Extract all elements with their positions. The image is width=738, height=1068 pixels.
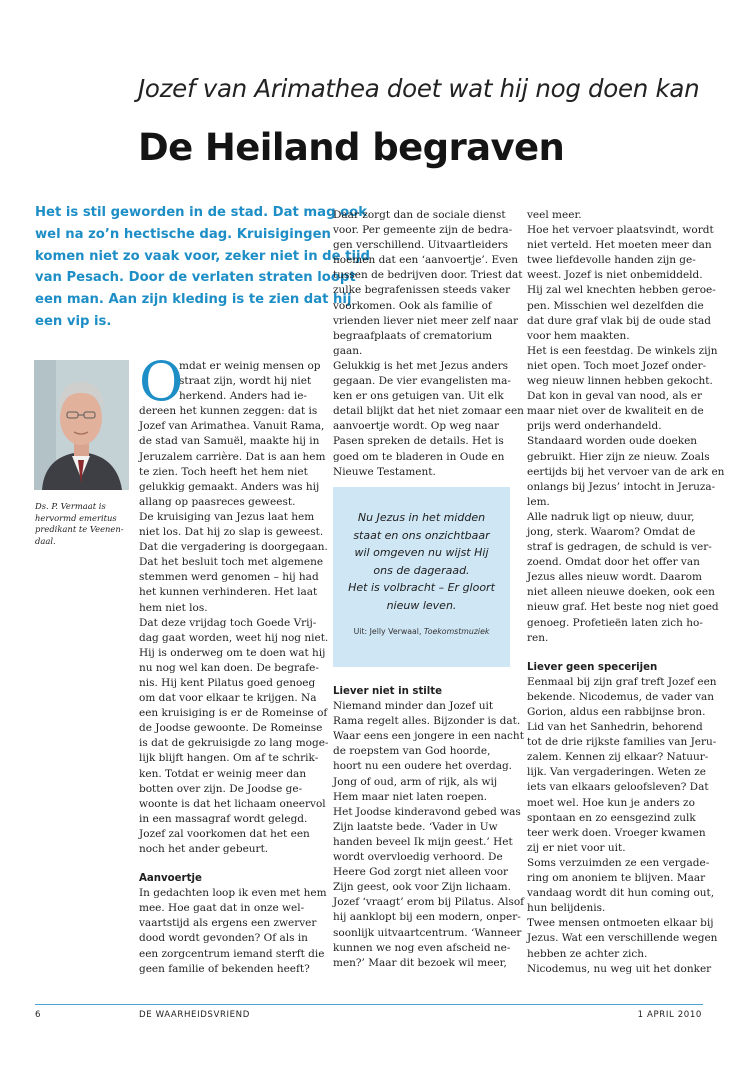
text-line: maar niet over de kwaliteit en de [527,405,704,418]
text-line: ken er ons getuigen van. Uit elk [333,390,504,403]
intro-line: een man. Aan zijn kleding is te zien dat hij [35,292,352,308]
pull-quote [333,487,510,667]
page-number: 6 [35,1010,42,1020]
text-line: In gedachten loop ik even met hem [139,887,327,900]
text-line: soonlijk uitvaartcentrum. ‘Wanneer [333,926,522,939]
text-line: niet verteld. Het moeten meer dan [527,239,712,252]
paragraph-gap [527,646,709,660]
text-line: goed om te bladeren in Oude en [333,450,505,463]
text-line: Jezus. Wat een verschillende wegen [527,932,718,945]
text-line: wordt overvloedig verhoord. De [333,851,503,864]
text-line: dat dure graf vlak bij de oude stad [527,314,711,327]
text-line: Hij zal wel knechten hebben geroe- [527,284,716,297]
article-kicker: Jozef van Arimathea doet wat hij nog doen kan [138,74,700,103]
text-line: Zijn laatste bede. ‘Vader in Uw [333,820,498,833]
caption-line: daal. [35,535,56,546]
intro-line: een vip is. [35,313,112,329]
paragraph-gap [139,857,319,871]
text-line: Jezus alles nieuw wordt. Daarom [527,571,702,584]
text-line: vrienden liever niet meer zelf naar [333,314,519,327]
section-heading: Liever niet in stilte [333,686,443,697]
text-line: dood wordt gevonden? Of als in [139,932,308,945]
text-line: zalem. Kennen zij elkaar? Natuur- [527,751,709,764]
text-line: weg nieuw linnen hebben gekocht. [527,375,713,388]
quote-source [333,627,510,636]
text-line: gen verschillend. Uitvaartleiders [333,239,509,252]
text-line: pen. Misschien wel dezelfden die [527,299,704,312]
section-heading: Aanvoertje [139,873,202,885]
column2-lines [333,208,524,480]
text-line: prijs werd onderhandeld. [527,420,662,433]
column1-lines [139,404,329,857]
text-line: vaartstijd als ergens een zwerver [139,917,317,930]
text-line: niet alleen nieuwe doeken, ook een [527,586,715,599]
text-line: Eenmaal bij zijn graf treft Jozef een [527,675,717,688]
text-line: Lid van het Sanhedrin, behorend [527,721,703,734]
column3-after-lines [527,675,718,977]
text-line: mee. Hoe gaat dat in onze wel- [139,902,305,915]
text-line: nieuw leven. [386,598,457,612]
drop-cap: O [139,350,184,413]
article-title: De Heiland begraven [138,126,565,169]
text-line: Dat deze vrijdag toch Goede Vrij- [139,616,317,629]
text-line: bekende. Nicodemus, de vader van [527,690,715,703]
body-column-3 [527,208,725,977]
text-line: voor. Per gemeente zijn de bedra- [333,224,513,237]
text-line: Soms verzuimden ze een vergade- [527,856,710,869]
text-line: Hij is onderweg om te doen wat hij [139,646,326,659]
intro-line: Het is stil geworden in de stad. Dat mag ook [35,205,367,220]
text-line: nu nog wel kan doen. De begrafe- [139,661,319,674]
text-line: gegaan. De vier evangelisten ma- [333,375,511,388]
text-line: ren. [527,631,549,644]
text-line: mdat er weinig mensen op [179,360,321,372]
text-line: Alle nadruk ligt op nieuw, duur, [527,510,695,523]
footer-rule [35,1004,703,1005]
text-line: Het is een feestdag. De winkels zijn [527,344,718,357]
text-line: aanvoertje wordt. Op weg naar [333,420,499,433]
text-line: nieuw graf. Het beste nog niet goed [527,601,719,614]
text-line: herkend. Anders had ie- [179,390,307,403]
text-line: Twee mensen ontmoeten elkaar bij [527,917,714,930]
text-line: Rama regelt alles. Bijzonder is dat. [333,715,521,728]
text-line: Zijn geest, ook voor Zijn lichaam. [333,881,511,894]
text-line: noch het ander gebeurt. [139,843,269,855]
text-line: genoeg. Profetieën laten zich ho- [527,616,703,629]
text-line: Pasen spreken de details. Het is [333,435,504,448]
text-line: Dat die vergadering is doorgegaan. [139,541,328,554]
text-line: moet wel. Hoe kun je anders zo [527,796,695,809]
text-line: dereen het kunnen zeggen: dat is [139,405,318,418]
quote-source-title: Toekomstmuziek [423,627,490,636]
text-line: De kruisiging van Jezus laat hem [139,510,315,523]
caption-line: hervormd emeritus [35,512,117,523]
text-line: Jeruzalem carrière. Dat is aan hem [139,450,326,463]
text-line: ken. Totdat er weinig meer dan [139,767,307,780]
text-line: straf is gedragen, de schuld is ver- [527,541,712,554]
intro-line: van Pesach. Door de verlaten straten loopt [35,270,356,286]
column1-after-lines [139,886,327,977]
body-column-2-lower [333,684,525,971]
text-line: Hoe het vervoer plaatsvindt, wordt [527,224,714,237]
text-line: de roepstem van God hoorde, [333,745,491,758]
text-line: niet los. Dat hij zo slap is geweest. [139,526,324,539]
text-line: Jozef ‘vraagt’ erom bij Pilatus. Alsof [333,896,525,909]
text-line: Jozef zal voorkomen dat het een [139,827,310,840]
text-line: handen beveel Ik mijn geest.’ Het [333,835,513,848]
text-line: Hem maar niet laten roepen. [333,790,488,803]
column3-lines [527,208,725,646]
author-photo [34,360,129,490]
caption-line: predikant te Veenen- [35,524,124,535]
text-line: Het is volbracht – Er gloort [348,581,495,595]
text-line: zij er niet voor uit. [527,841,626,854]
text-line: straat zijn, wordt hij niet [179,375,312,388]
text-line: men?’ Maar dit bezoek wil meer, [333,956,507,969]
text-line: staat en ons onzichtbaar [353,528,490,542]
text-line: lijk. Van vergaderingen. Weten ze [527,766,707,779]
text-line: Dat het besluit toch met algemene [139,556,324,569]
text-line: de stad van Samuël, maakte hij in [139,435,320,448]
text-line: hun belijdenis. [527,902,606,915]
text-line: Dat kon in geval van nood, als er [527,390,702,403]
text-line: noemen dat een ‘aanvoertje’. Even [333,254,519,267]
text-line: vandaag wordt dit hun coming out, [527,887,715,900]
text-line: detail blijkt dat het niet zomaar een [333,405,524,418]
text-line: het kunnen verhinderen. Het laat [139,586,318,599]
text-line: geen familie of bekenden heeft? [139,962,310,975]
text-line: teer werk doen. Vroeger kwamen [527,826,706,839]
intro-line: komen niet zo vaak voor, zeker niet in de tijd [35,248,370,264]
text-line: lijk blijft hangen. Om af te schrik- [139,752,319,765]
text-line: begraafplaats of crematorium [333,329,493,342]
text-line: hoort nu een oudere het overdag. [333,760,513,773]
text-line: spontaan en zo eensgezind zulk [527,811,696,824]
text-line: niet open. Toch moet Jozef onder- [527,359,707,372]
caption-line: Ds. P. Vermaat is [35,501,106,511]
text-line: Nieuwe Testament. [333,465,436,478]
text-line: Jozef van Arimathea. Vanuit Rama, [139,420,325,433]
body-column-2 [333,208,524,480]
text-line: ring om anoniem te blijven. Maar [527,872,706,885]
text-line: te zien. Toch heeft het hem niet [139,465,308,478]
text-line: Niemand minder dan Jozef uit [333,700,494,713]
article-intro [35,202,370,333]
text-line: voor hem maakten. [527,329,630,342]
issue-date: 1 APRIL 2010 [637,1010,702,1020]
text-line: iets van elkaars geloofsleven? Dat [527,781,709,794]
text-line: Gorion, aldus een rabbijnse bron. [527,706,706,718]
text-line: woonte is dat het lichaam oneervol [139,797,326,810]
text-line: om dat voor elkaar te krijgen. Na [139,692,317,705]
text-line: wil omgeven nu wijst Hij [354,546,489,560]
text-line: twee liefdevolle handen zijn ge- [527,254,696,267]
text-line: in een massagraf wordt gelegd. [139,812,308,825]
text-line: stemmen werd genomen – hij had [139,571,319,584]
text-line: Standaard worden oude doeken [527,435,698,448]
text-line: voorkomen. Ook als familie of [333,299,492,312]
text-line: zulke begrafenissen steeds vaker [333,284,511,297]
text-line: een kruisiging is er de Romeinse of [139,707,328,720]
text-line: hebben ze achter zich. [527,947,648,960]
text-line: lem. [527,495,550,508]
text-line: tot de drie rijkste families van Jeru- [527,736,717,749]
text-line: jong, sterk. Waarom? Omdat de [527,525,696,538]
text-line: Gelukkig is het met Jezus anders [333,359,509,372]
text-line: Jong of oud, arm of rijk, als wij [333,775,498,788]
quote-source-prefix: Uit: Jelly Verwaal, [353,627,424,636]
publication-name: DE WAARHEIDSVRIEND [139,1010,250,1020]
author-portrait-image [34,360,129,490]
text-line: nis. Hij kent Pilatus goed genoeg [139,676,316,689]
column2-after-lines [333,699,525,971]
text-line: is dat de gekruisigde zo lang moge- [139,737,329,750]
text-line: een zorgcentrum iemand sterft die [139,947,325,960]
text-line: eertijds bij het vervoer van de ark en [527,465,725,478]
text-line: zoend. Omdat door het offer van [527,556,700,569]
text-line: kunnen we nog even afscheid ne- [333,941,511,954]
text-line: veel meer. [527,209,582,221]
text-line: weest. Jozef is niet onbemiddeld. [527,269,703,282]
text-line: Nicodemus, nu weg uit het donker [527,962,712,975]
text-line: hem niet los. [139,601,208,614]
text-line: hij aanklopt bij een modern, onper- [333,911,521,924]
intro-line: wel na zo’n hectische dag. Kruisigingen [35,226,331,242]
text-line: onlangs bij Jezus’ intocht in Jeruza- [527,480,716,493]
text-line: tussen de bedrijven door. Triest dat [333,269,523,282]
text-line: dag gaat worden, weet hij nog niet. [139,631,329,644]
text-line: botten over zijn. De Joodse ge- [139,782,303,795]
photo-caption [35,501,131,547]
text-line: gelukkig gemaakt. Anders was hij [139,480,320,493]
text-line: gaan. [333,344,363,357]
text-line: Nu Jezus in het midden [357,511,486,524]
text-line: allang op paasreces geweest. [139,495,296,508]
body-column-1 [139,350,329,977]
text-line: gebruikt. Hier zijn ze nieuw. Zoals [527,450,710,463]
text-line: ons de dageraad. [373,563,470,577]
text-line: Het Joodse kinderavond gebed was [333,805,521,818]
section-heading: Liever geen specerijen [527,661,658,673]
quote-text [333,509,510,615]
text-line: Heere God zorgt niet alleen voor [333,866,509,879]
text-line: de Joodse gewoonte. De Romeinse [139,722,323,735]
text-line: Waar eens een jongere in een nacht [333,730,524,743]
text-line: Daar zorgt dan de sociale dienst [333,209,506,221]
